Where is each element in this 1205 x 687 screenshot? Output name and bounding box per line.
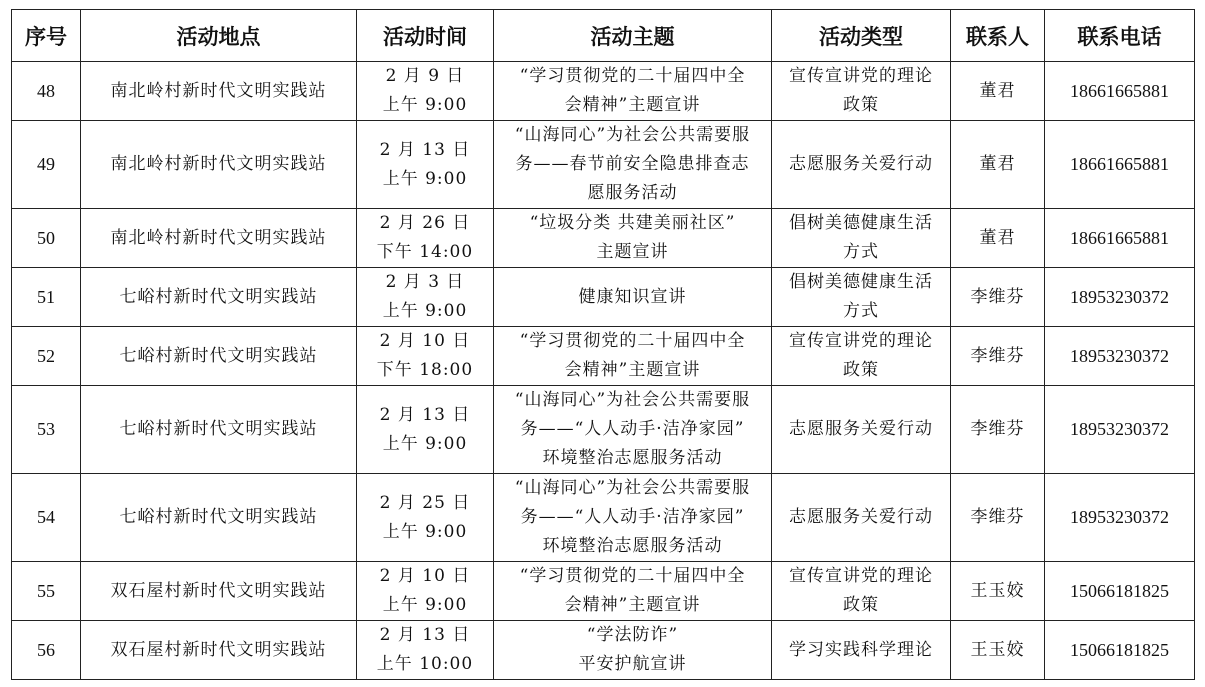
type-cell bbox=[772, 386, 951, 474]
type-cell bbox=[772, 621, 951, 680]
theme-cell bbox=[494, 562, 772, 621]
time-cell bbox=[357, 327, 494, 386]
cell-line: 2 月 10 日 bbox=[379, 331, 471, 351]
header-location: 活动地点 bbox=[81, 10, 357, 62]
cell-text: 七峪村新时代文明实践站 bbox=[119, 507, 318, 527]
location-cell bbox=[81, 474, 357, 562]
cell-line: 志愿服务关爱行动 bbox=[789, 154, 933, 174]
cell-text: 七峪村新时代文明实践站 bbox=[119, 419, 318, 439]
cell-line: 上午 9:00 bbox=[382, 301, 468, 321]
theme-cell bbox=[494, 121, 772, 209]
table-row bbox=[12, 62, 1195, 121]
cell-text: 李维芬 bbox=[970, 286, 1025, 307]
phone-cell bbox=[1045, 562, 1195, 621]
table-row bbox=[12, 121, 1195, 209]
theme-cell bbox=[494, 62, 772, 121]
cell-text: 董君 bbox=[979, 80, 1016, 101]
cell-line: 2 月 9 日 bbox=[385, 66, 465, 86]
time-cell bbox=[357, 386, 494, 474]
table-row bbox=[12, 209, 1195, 268]
cell-line: 2 月 13 日 bbox=[379, 139, 471, 160]
cell-line: 方式 bbox=[843, 301, 879, 321]
cell-text: 48 bbox=[37, 80, 55, 101]
cell-line: “学习贯彻党的二十届四中全 bbox=[519, 331, 746, 351]
table-body bbox=[12, 62, 1195, 680]
cell-text: 七峪村新时代文明实践站 bbox=[119, 286, 318, 307]
cell-line: “垃圾分类 共建美丽社区” bbox=[529, 213, 736, 233]
theme-cell bbox=[494, 209, 772, 268]
cell-line: “学法防诈” bbox=[586, 625, 679, 645]
theme-cell bbox=[494, 268, 772, 327]
cell-text: 双石屋村新时代文明实践站 bbox=[110, 639, 327, 660]
contact-cell bbox=[951, 327, 1045, 386]
cell-text: 52 bbox=[37, 345, 55, 366]
cell-line: 下午 14:00 bbox=[376, 242, 474, 262]
cell-line: “山海同心”为社会公共需要服 bbox=[514, 478, 751, 498]
cell-text: 56 bbox=[37, 639, 55, 660]
cell-text: 王玉姣 bbox=[970, 639, 1025, 660]
theme-cell bbox=[494, 621, 772, 680]
cell-text: 七峪村新时代文明实践站 bbox=[119, 345, 318, 366]
cell-line: 主题宣讲 bbox=[596, 242, 669, 262]
header-time: 活动时间 bbox=[357, 10, 494, 62]
activity-table bbox=[11, 9, 1195, 680]
cell-text: 18953230372 bbox=[1070, 345, 1169, 366]
location-cell bbox=[81, 621, 357, 680]
theme-cell bbox=[494, 474, 772, 562]
cell-text: 南北岭村新时代文明实践站 bbox=[110, 154, 327, 174]
cell-text: 15066181825 bbox=[1070, 639, 1169, 660]
cell-text: 18953230372 bbox=[1070, 507, 1169, 527]
type-cell bbox=[772, 562, 951, 621]
cell-line: 下午 18:00 bbox=[376, 360, 474, 380]
cell-text: 李维芬 bbox=[970, 345, 1025, 366]
cell-text: 54 bbox=[37, 507, 55, 527]
type-cell bbox=[772, 121, 951, 209]
serial-number-cell bbox=[12, 474, 81, 562]
location-cell bbox=[81, 327, 357, 386]
location-cell bbox=[81, 268, 357, 327]
contact-cell bbox=[951, 209, 1045, 268]
cell-text: 18953230372 bbox=[1070, 419, 1169, 439]
cell-line: 宣传宣讲党的理论 bbox=[789, 566, 933, 586]
cell-line: 2 月 13 日 bbox=[379, 404, 471, 425]
cell-line: “山海同心”为社会公共需要服 bbox=[514, 390, 751, 410]
cell-text: 南北岭村新时代文明实践站 bbox=[110, 227, 327, 248]
cell-line: 2 月 10 日 bbox=[379, 566, 471, 586]
cell-text: 董君 bbox=[979, 154, 1016, 174]
phone-cell bbox=[1045, 327, 1195, 386]
cell-line: 会精神”主题宣讲 bbox=[564, 95, 701, 115]
cell-line: “学习贯彻党的二十届四中全 bbox=[519, 566, 746, 586]
phone-cell bbox=[1045, 621, 1195, 680]
cell-text: 15066181825 bbox=[1070, 580, 1169, 601]
phone-cell bbox=[1045, 268, 1195, 327]
cell-line: 上午 9:00 bbox=[382, 95, 468, 115]
header-phone: 联系电话 bbox=[1045, 10, 1195, 62]
time-cell bbox=[357, 562, 494, 621]
cell-line: 2 月 3 日 bbox=[385, 272, 465, 292]
cell-line: 2 月 25 日 bbox=[379, 492, 471, 513]
cell-line: 学习实践科学理论 bbox=[789, 639, 933, 660]
contact-cell bbox=[951, 386, 1045, 474]
phone-cell bbox=[1045, 209, 1195, 268]
cell-text: 51 bbox=[37, 286, 55, 307]
cell-line: 务——春节前安全隐患排查志 bbox=[515, 154, 750, 174]
cell-line: 会精神”主题宣讲 bbox=[564, 595, 701, 615]
location-cell bbox=[81, 121, 357, 209]
serial-number-cell bbox=[12, 62, 81, 121]
time-cell bbox=[357, 474, 494, 562]
theme-cell bbox=[494, 327, 772, 386]
time-cell bbox=[357, 621, 494, 680]
phone-cell bbox=[1045, 121, 1195, 209]
serial-number-cell bbox=[12, 327, 81, 386]
cell-text: 双石屋村新时代文明实践站 bbox=[110, 580, 327, 601]
table-row bbox=[12, 327, 1195, 386]
theme-cell bbox=[494, 386, 772, 474]
serial-number-cell bbox=[12, 621, 81, 680]
cell-line: 愿服务活动 bbox=[587, 183, 678, 203]
cell-text: 18661665881 bbox=[1070, 154, 1169, 174]
cell-text: 18953230372 bbox=[1070, 286, 1169, 307]
contact-cell bbox=[951, 62, 1045, 121]
location-cell bbox=[81, 62, 357, 121]
cell-text: 王玉姣 bbox=[970, 580, 1025, 601]
activity-schedule-sheet bbox=[11, 9, 1195, 680]
cell-line: 志愿服务关爱行动 bbox=[789, 419, 933, 439]
location-cell bbox=[81, 562, 357, 621]
phone-cell bbox=[1045, 474, 1195, 562]
contact-cell bbox=[951, 268, 1045, 327]
cell-line: 务——“人人动手·洁净家园” bbox=[520, 419, 745, 439]
table-header-row bbox=[12, 10, 1195, 62]
type-cell bbox=[772, 327, 951, 386]
cell-text: 55 bbox=[37, 580, 55, 601]
time-cell bbox=[357, 268, 494, 327]
cell-line: 2 月 13 日 bbox=[379, 625, 471, 645]
cell-line: 上午 9:00 bbox=[382, 168, 468, 189]
cell-text: 18661665881 bbox=[1070, 227, 1169, 248]
cell-line: 倡树美德健康生活 bbox=[789, 272, 933, 292]
serial-number-cell bbox=[12, 268, 81, 327]
type-cell bbox=[772, 209, 951, 268]
time-cell bbox=[357, 62, 494, 121]
cell-text: 李维芬 bbox=[970, 419, 1025, 439]
cell-line: 上午 9:00 bbox=[382, 595, 468, 615]
cell-line: 方式 bbox=[843, 242, 879, 262]
cell-line: 上午 9:00 bbox=[382, 433, 468, 454]
table-row bbox=[12, 621, 1195, 680]
time-cell bbox=[357, 209, 494, 268]
header-type: 活动类型 bbox=[772, 10, 951, 62]
cell-line: 2 月 26 日 bbox=[379, 213, 471, 233]
cell-line: 上午 10:00 bbox=[376, 654, 474, 674]
cell-line: 政策 bbox=[843, 95, 879, 115]
table-row bbox=[12, 562, 1195, 621]
cell-text: 53 bbox=[37, 419, 55, 439]
cell-line: 政策 bbox=[843, 360, 879, 380]
header-serial-number: 序号 bbox=[12, 10, 81, 62]
cell-line: 志愿服务关爱行动 bbox=[789, 507, 933, 527]
phone-cell bbox=[1045, 386, 1195, 474]
contact-cell bbox=[951, 474, 1045, 562]
cell-line: 务——“人人动手·洁净家园” bbox=[520, 507, 745, 527]
serial-number-cell bbox=[12, 121, 81, 209]
contact-cell bbox=[951, 621, 1045, 680]
location-cell bbox=[81, 386, 357, 474]
time-cell bbox=[357, 121, 494, 209]
serial-number-cell bbox=[12, 562, 81, 621]
cell-text: 南北岭村新时代文明实践站 bbox=[110, 80, 327, 101]
cell-line: 平安护航宣讲 bbox=[578, 654, 687, 674]
cell-text: 49 bbox=[37, 154, 55, 174]
cell-line: 健康知识宣讲 bbox=[578, 286, 687, 307]
type-cell bbox=[772, 474, 951, 562]
type-cell bbox=[772, 268, 951, 327]
cell-text: 李维芬 bbox=[970, 507, 1025, 527]
location-cell bbox=[81, 209, 357, 268]
cell-line: 环境整治志愿服务活动 bbox=[542, 536, 723, 556]
cell-line: 宣传宣讲党的理论 bbox=[789, 66, 933, 86]
header-contact: 联系人 bbox=[951, 10, 1045, 62]
table-row bbox=[12, 474, 1195, 562]
table-row bbox=[12, 386, 1195, 474]
cell-line: “学习贯彻党的二十届四中全 bbox=[519, 66, 746, 86]
cell-line: 政策 bbox=[843, 595, 879, 615]
header-theme: 活动主题 bbox=[494, 10, 772, 62]
cell-line: 宣传宣讲党的理论 bbox=[789, 331, 933, 351]
cell-line: “山海同心”为社会公共需要服 bbox=[514, 125, 751, 145]
serial-number-cell bbox=[12, 386, 81, 474]
cell-line: 倡树美德健康生活 bbox=[789, 213, 933, 233]
table-row bbox=[12, 268, 1195, 327]
cell-text: 18661665881 bbox=[1070, 80, 1169, 101]
serial-number-cell bbox=[12, 209, 81, 268]
phone-cell bbox=[1045, 62, 1195, 121]
cell-text: 董君 bbox=[979, 227, 1016, 248]
cell-line: 会精神”主题宣讲 bbox=[564, 360, 701, 380]
cell-line: 环境整治志愿服务活动 bbox=[542, 448, 723, 468]
type-cell bbox=[772, 62, 951, 121]
cell-line: 上午 9:00 bbox=[382, 521, 468, 542]
cell-text: 50 bbox=[37, 227, 55, 248]
contact-cell bbox=[951, 121, 1045, 209]
contact-cell bbox=[951, 562, 1045, 621]
